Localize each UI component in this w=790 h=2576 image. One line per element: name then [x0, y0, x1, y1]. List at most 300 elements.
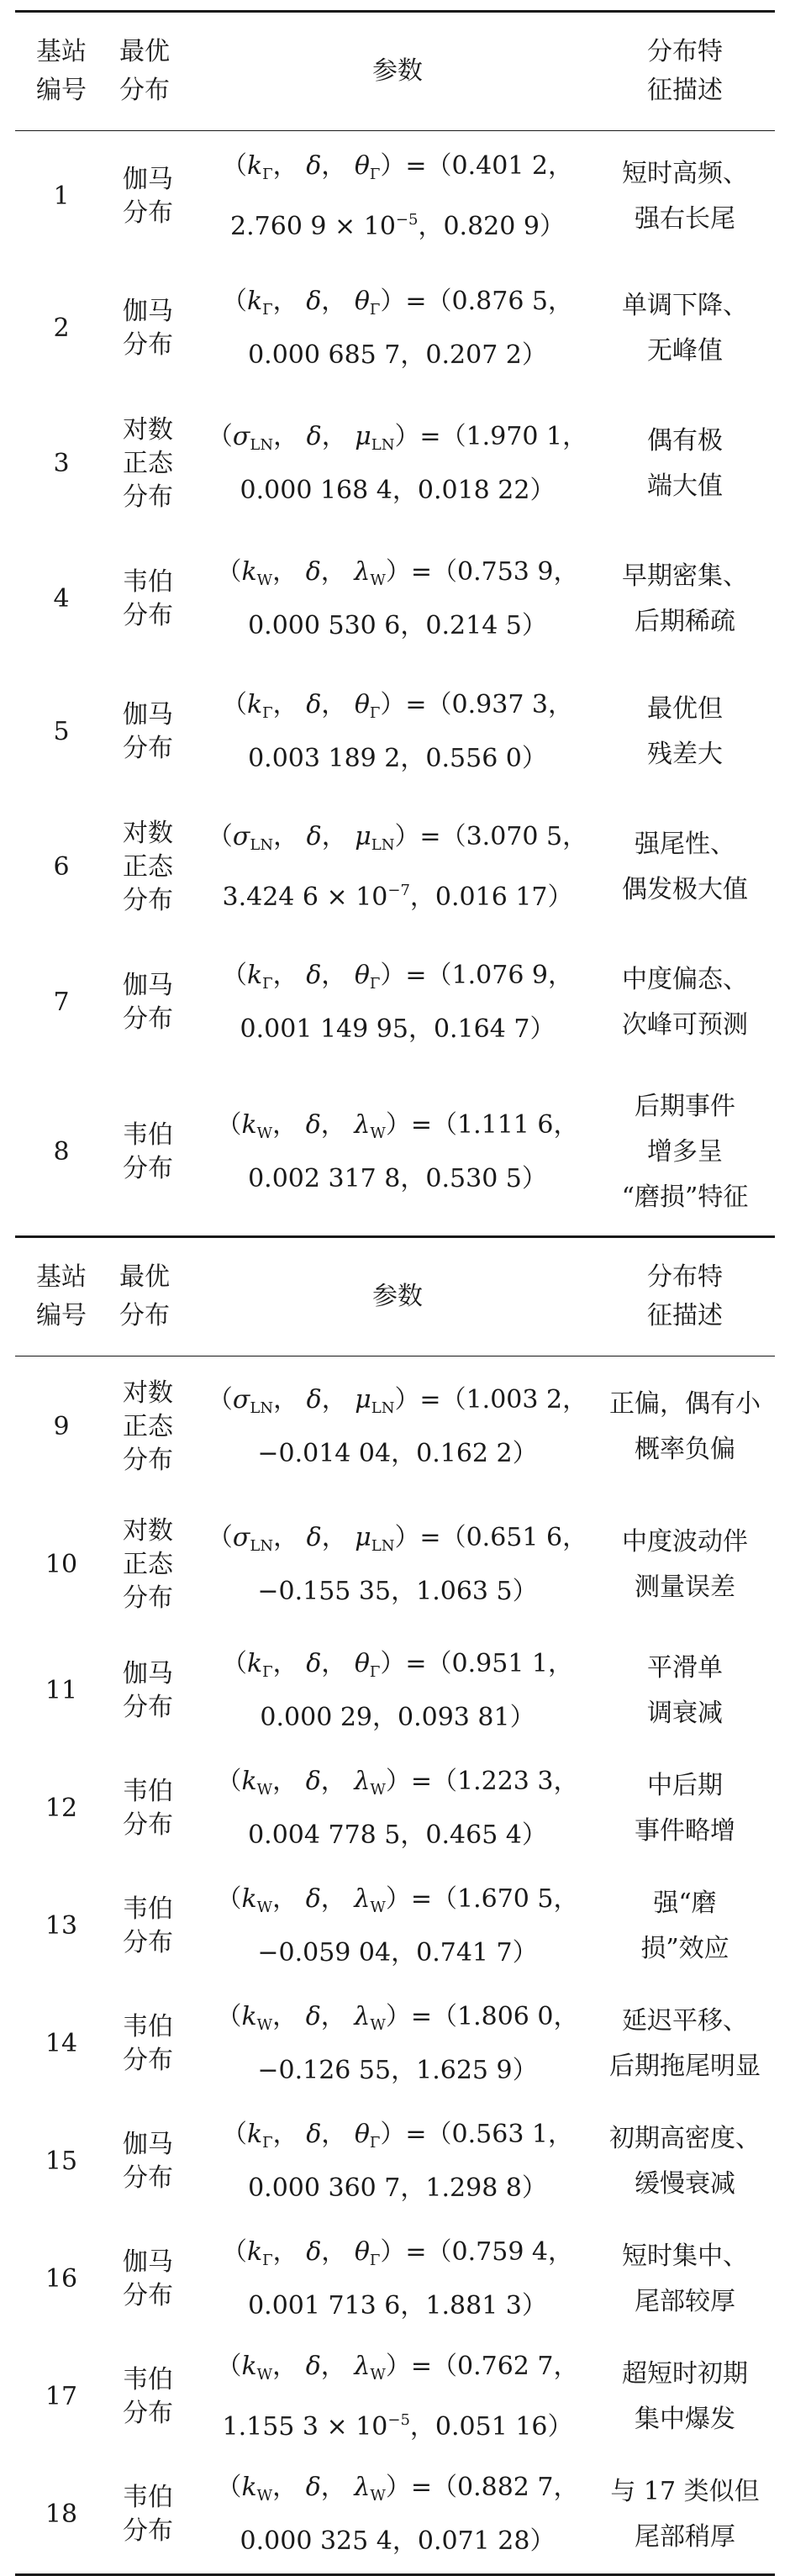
parameter-value-2: −0.126 55: [257, 2056, 392, 2085]
header-param-label: 参数: [372, 1282, 423, 1311]
parameter-symbol: $k_\Gamma$: [246, 2237, 273, 2269]
table-row: [15, 798, 775, 936]
table-row: [15, 1985, 775, 2103]
parameter-value-3: 0.071 28: [417, 2526, 530, 2556]
station-id: [15, 577, 108, 622]
parameters-line-2: 0.000 325 4，0.071 28）: [240, 2526, 556, 2556]
header-dist-line-2: 分布: [119, 76, 170, 105]
parameters-line-2: −0.014 04，0.162 2）: [257, 1439, 538, 1468]
distribution-name-line: 分布: [123, 2516, 173, 2546]
distribution-name-line: 韦伯: [123, 2483, 173, 2512]
parameters: [200, 953, 595, 1052]
parameters-line-1: （$\sigma_{LN}$， δ， $\mu_{LN})=(1.003$ 2，: [207, 1385, 588, 1417]
distribution-description-line: 中后期: [647, 1771, 723, 1800]
station-id-text: 17: [45, 2382, 78, 2411]
distribution-name: [108, 2363, 200, 2431]
parameters-line-2: 0.000 29，0.093 81）: [260, 1703, 535, 1732]
parameter-symbol: δ: [306, 2237, 322, 2267]
parameter-value-1: 1.670 5: [457, 1884, 554, 1914]
header-desc: [595, 1258, 775, 1335]
parameter-value-3: 0.214 5: [425, 611, 522, 640]
distribution-name-line: 伽马: [123, 971, 173, 1000]
parameter-value-1: 0.401 2: [451, 151, 549, 181]
distribution-name: [108, 969, 200, 1036]
parameters-line-2: 3.424 $6 \times 10^{-7}$，0.016 17）: [222, 882, 573, 912]
parameter-value-2: 0.000 685 7: [248, 340, 401, 370]
parameters-line-1: （$k_\Gamma$， δ， $\theta_\Gamma)=(0.876$ 5，: [221, 287, 574, 319]
parameters-line-1: （$k_\Gamma$， δ， $\theta_\Gamma)=(1.076$ 9，: [221, 961, 574, 993]
distribution-name: [108, 2128, 200, 2195]
parameter-value-3: 0.741 7: [416, 1938, 513, 1968]
station-id: [15, 1130, 108, 1175]
parameter-value-1: 1.076 9: [451, 961, 549, 990]
distribution-description-line: 概率负偏: [635, 1435, 735, 1464]
table-row: [15, 395, 775, 533]
distribution-name-line: 分布: [123, 330, 173, 360]
station-id-text: 1: [53, 182, 70, 211]
table-row: [15, 1498, 775, 1632]
table-row: [15, 1356, 775, 1498]
distribution-description-line: 与 17 类似但: [610, 2477, 760, 2506]
parameter-symbol: δ: [306, 961, 322, 990]
station-id: [15, 2257, 108, 2302]
parameter-value-1: 0.651 6: [466, 1523, 563, 1552]
parameter-symbol: δ: [305, 2352, 321, 2381]
distribution-name: [108, 1515, 200, 1615]
distribution-name-line: 分布: [123, 1154, 173, 1183]
distribution-description: [595, 1763, 775, 1854]
distribution-description: [595, 554, 775, 645]
distribution-name-line: 分布: [123, 734, 173, 763]
parameters: [200, 2112, 595, 2211]
distribution-description-line: 后期稀疏: [635, 607, 735, 636]
parameter-symbol: $\theta_\Gamma$: [354, 1649, 381, 1681]
parameter-value-1: 1.806 0: [457, 2002, 554, 2031]
header-param: [200, 1277, 595, 1316]
station-id-text: 6: [53, 852, 70, 882]
parameter-value-2: 0.000 325 4: [240, 2526, 392, 2556]
station-id: [15, 2374, 108, 2420]
header-desc: [595, 33, 775, 110]
distribution-name-line: 伽马: [123, 2130, 173, 2159]
parameters-line-2: 0.004 778 5，0.465 4）: [248, 1820, 547, 1850]
distribution-description-line: 偶发极大值: [622, 875, 748, 904]
distribution-description-line: 中度波动伴: [622, 1527, 748, 1557]
distribution-description-line: 后期拖尾明显: [609, 2052, 761, 2081]
distribution-description-line: 强尾性、: [635, 830, 735, 859]
parameters-line-1: （$k_W$， δ， $\lambda_W)=(1.111$ 6，: [216, 1110, 579, 1142]
distribution-description-line: 早期密集、: [622, 561, 748, 591]
parameter-value-1: 0.937 3: [451, 690, 549, 719]
parameter-value-3: 0.016 17: [434, 882, 548, 912]
station-id: [15, 1542, 108, 1588]
distribution-name-line: 伽马: [123, 700, 173, 730]
parameters-line-2: −0.155 35，1.063 5）: [257, 1577, 538, 1606]
distribution-description: [595, 2352, 775, 2442]
parameter-value-2: 0.001 149 95: [240, 1014, 408, 1044]
header-dist: [108, 33, 200, 110]
parameter-symbol: δ: [305, 1767, 321, 1796]
station-id-text: 12: [45, 1794, 78, 1823]
station-id: [15, 174, 108, 219]
parameter-symbol: $\lambda_W$: [354, 1884, 386, 1916]
parameter-value-3: 0.018 22: [417, 476, 530, 505]
header-desc-line-1: 分布特: [647, 37, 723, 66]
parameter-value-1: 1.111 6: [457, 1110, 554, 1140]
station-id: [15, 441, 108, 487]
parameter-value-2: 0.000 530 6: [248, 611, 401, 640]
station-id: [15, 1786, 108, 1831]
parameters-line-1: （$k_\Gamma$， δ， $\theta_\Gamma)=(0.951$ 1，: [221, 1649, 574, 1681]
distribution-description: [595, 2469, 775, 2560]
parameter-value-2: −0.059 04: [257, 1938, 392, 1968]
parameters: [200, 2230, 595, 2329]
station-id-text: 9: [53, 1412, 70, 1441]
station-id-text: 15: [45, 2147, 78, 2176]
parameter-symbol: $k_W$: [241, 2473, 273, 2505]
distribution-description: [595, 822, 775, 913]
header-param: [200, 52, 595, 91]
parameter-symbol: $k_W$: [241, 1884, 273, 1916]
distribution-name: [108, 1119, 200, 1186]
distribution-description-line: 正偏，偶有小: [609, 1389, 761, 1419]
parameter-symbol: $k_\Gamma$: [246, 690, 273, 722]
parameter-value-2: 0.000 360 7: [248, 2173, 401, 2203]
parameters: [200, 2344, 595, 2450]
parameter-value-1: 1.223 3: [457, 1767, 554, 1796]
table-row: [15, 1069, 775, 1235]
parameter-symbol: $k_W$: [241, 1110, 273, 1142]
parameters: [200, 814, 595, 920]
distribution-name-line: 分布: [123, 1810, 173, 1840]
distribution-description-line: 初期高密度、: [609, 2124, 761, 2153]
header-desc-line-2: 征描述: [647, 1301, 723, 1330]
station-id-text: 11: [45, 1676, 78, 1705]
distribution-name-line: 分布: [123, 886, 173, 915]
parameter-value-2: 0.001 713 6: [248, 2291, 401, 2321]
parameters-line-1: （$\sigma_{LN}$， δ， $\mu_{LN})=(0.651$ 6，: [207, 1523, 588, 1555]
parameter-symbol: $k_W$: [241, 557, 273, 589]
distribution-description: [595, 1520, 775, 1610]
parameters-line-2: 0.000 168 4，0.018 22）: [240, 476, 556, 505]
parameters: [200, 1103, 595, 1202]
station-id: [15, 845, 108, 890]
header-row: [15, 13, 775, 130]
parameter-symbol: $\lambda_W$: [354, 1110, 386, 1142]
header-station: [15, 1258, 108, 1335]
distribution-description: [595, 419, 775, 509]
station-id-text: 14: [45, 2029, 78, 2058]
distribution-name-line: 韦伯: [123, 1894, 173, 1924]
distribution-name-line: 分布: [123, 1004, 173, 1034]
station-id-text: 18: [45, 2500, 78, 2529]
distribution-name-line: 分布: [123, 2399, 173, 2428]
distribution-description-line: 单调下降、: [622, 291, 748, 320]
parameter-value-2: 0.002 317 8: [248, 1164, 401, 1193]
distribution-description-line: 端大值: [647, 471, 723, 501]
station-id-text: 8: [53, 1137, 70, 1167]
distribution-description: [595, 687, 775, 777]
parameter-symbol: δ: [305, 557, 321, 587]
station-id: [15, 2492, 108, 2537]
table-row: [15, 1867, 775, 1985]
table-row: [15, 1632, 775, 1750]
station-id-text: 13: [45, 1911, 78, 1941]
distribution-name-line: 分布: [123, 601, 173, 630]
parameter-symbol: $\theta_\Gamma$: [354, 690, 381, 722]
parameter-value-3: 0.530 5: [425, 1164, 522, 1193]
parameters: [200, 682, 595, 782]
parameter-value-1: 3.070 5: [466, 822, 563, 851]
parameters-line-2: 0.001 149 95，0.164 7）: [240, 1014, 556, 1044]
parameter-symbol: $\theta_\Gamma$: [354, 287, 381, 319]
distribution-description-line: “磨损”特征: [621, 1183, 749, 1212]
distribution-description-line: 残差大: [647, 740, 723, 769]
parameter-value-2: 0.003 189 2: [248, 744, 401, 773]
parameters-line-1: （$k_\Gamma$， δ， $\theta_\Gamma)=(0.401$ 2，: [221, 151, 574, 183]
distribution-description: [595, 1999, 775, 2089]
parameter-symbol: $\lambda_W$: [354, 2473, 386, 2505]
distribution-description: [595, 2116, 775, 2207]
distribution-description-line: 无峰值: [647, 336, 723, 366]
distribution-description-line: 短时集中、: [622, 2241, 748, 2271]
parameters: [200, 1759, 595, 1858]
parameter-value-2: −0.014 04: [257, 1439, 392, 1468]
parameter-symbol: $k_\Gamma$: [246, 1649, 273, 1681]
parameter-symbol: $\lambda_W$: [354, 2002, 386, 2034]
parameter-symbol: $\sigma_{LN}$: [232, 1523, 274, 1555]
distribution-description-line: 最优但: [647, 694, 723, 724]
parameter-symbol: $\mu_{LN}$: [355, 1385, 395, 1417]
header-dist-line-2: 分布: [119, 1301, 170, 1330]
table-row: [15, 2456, 775, 2573]
distribution-description-line: 调衰减: [647, 1699, 723, 1728]
parameter-symbol: $k_\Gamma$: [246, 961, 273, 993]
distribution-description: [595, 1084, 775, 1220]
distribution-name-line: 对数: [123, 415, 173, 445]
parameter-value-2: −0.155 35: [257, 1577, 392, 1606]
station-id-text: 4: [53, 584, 70, 614]
parameters-line-1: （$k_W$， δ， $\lambda_W)=(0.882$ 7，: [216, 2473, 579, 2505]
parameters-line-1: （$k_W$， δ， $\lambda_W)=(0.753$ 9，: [216, 557, 579, 589]
parameter-value-2: 0.004 778 5: [248, 1820, 401, 1850]
table-row: [15, 2103, 775, 2220]
parameter-symbol: δ: [305, 2473, 321, 2502]
parameters: [200, 144, 595, 250]
parameter-value-1: 1.003 2: [466, 1385, 563, 1414]
parameter-symbol: $\theta_\Gamma$: [354, 151, 381, 183]
distribution-name-line: 韦伯: [123, 567, 173, 597]
header-station-line-2: 编号: [36, 1301, 87, 1330]
table-row: [15, 533, 775, 666]
parameter-symbol: $\theta_\Gamma$: [354, 2120, 381, 2152]
parameter-symbol: $\sigma_{LN}$: [232, 822, 274, 854]
distribution-name-line: 分布: [123, 1583, 173, 1613]
distribution-name-line: 分布: [123, 2281, 173, 2310]
parameters: [200, 279, 595, 378]
header-desc-line-2: 征描述: [647, 76, 723, 105]
parameter-value-2-exponent: −7: [387, 882, 410, 899]
parameters-line-2: 0.000 685 7，0.207 2）: [248, 340, 547, 370]
distribution-name-line: 韦伯: [123, 1777, 173, 1806]
parameter-symbol: $\theta_\Gamma$: [354, 961, 381, 993]
parameter-symbol: $\lambda_W$: [354, 2352, 386, 2384]
distribution-name: [108, 2481, 200, 2548]
distribution-name: [108, 566, 200, 633]
distribution-description-line: 中度偏态、: [622, 965, 748, 994]
distribution-name-line: 对数: [123, 1516, 173, 1546]
parameter-value-3: 0.093 81: [398, 1703, 510, 1732]
parameters-line-2: 0.000 360 7，1.298 8）: [248, 2173, 547, 2203]
parameter-symbol: δ: [306, 1385, 322, 1414]
distribution-name: [108, 1657, 200, 1725]
distribution-name: [108, 1893, 200, 1960]
distribution-name-line: 分布: [123, 198, 173, 228]
station-id: [15, 1904, 108, 1949]
parameter-symbol: $k_W$: [241, 1767, 273, 1799]
distribution-description: [595, 151, 775, 242]
table-row: [15, 936, 775, 1069]
header-dist: [108, 1258, 200, 1335]
parameter-value-2: 3.424 6 × 10: [222, 882, 388, 912]
parameters: [200, 550, 595, 649]
distribution-name-line: 对数: [123, 819, 173, 848]
parameter-symbol: δ: [306, 1523, 322, 1552]
parameters: [200, 2465, 595, 2564]
table-row: [15, 262, 775, 395]
parameter-symbol: $k_W$: [241, 2002, 273, 2034]
distribution-description-line: 增多呈: [647, 1137, 723, 1167]
table-section-2: [15, 1238, 775, 2573]
distribution-name-line: 分布: [123, 2163, 173, 2193]
distribution-name-line: 伽马: [123, 297, 173, 326]
parameter-value-1: 1.970 1: [466, 422, 563, 451]
parameters: [200, 1994, 595, 2094]
parameter-symbol: $k_\Gamma$: [246, 287, 273, 319]
station-id: [15, 2021, 108, 2067]
table-section-1: [15, 13, 775, 1235]
distribution-description: [595, 1646, 775, 1736]
parameter-value-3: 0.465 4: [425, 1820, 522, 1850]
parameter-value-3: 0.051 16: [434, 2412, 548, 2442]
station-id-text: 16: [45, 2264, 78, 2294]
distribution-description-line: 事件略增: [635, 1816, 735, 1846]
header-desc-line-1: 分布特: [647, 1262, 723, 1292]
distribution-name-line: 正态: [123, 449, 173, 478]
distribution-description-line: 缓慢衰减: [635, 2169, 735, 2199]
parameters-line-1: （$k_\Gamma$， δ， $\theta_\Gamma)=(0.937$ 3，: [221, 690, 574, 722]
distribution-name-line: 分布: [123, 482, 173, 512]
distribution-description-line: 后期事件: [635, 1092, 735, 1121]
distribution-description-line: 短时高频、: [622, 159, 748, 188]
parameter-value-3: 0.164 7: [433, 1014, 530, 1044]
station-id: [15, 306, 108, 351]
distribution-name: [108, 2246, 200, 2313]
parameters-line-2: −0.059 04，0.741 7）: [257, 1938, 538, 1968]
parameter-symbol: δ: [306, 422, 322, 451]
parameter-symbol: $\sigma_{LN}$: [232, 422, 274, 454]
distribution-description: [595, 1382, 775, 1472]
distribution-description: [595, 2234, 775, 2325]
distribution-description: [595, 283, 775, 374]
station-id-text: 7: [53, 988, 70, 1017]
distribution-description-line: 平滑单: [647, 1653, 723, 1683]
header-dist-line-1: 最优: [119, 37, 170, 66]
distribution-name: [108, 817, 200, 918]
parameter-value-3: 1.881 3: [425, 2291, 522, 2321]
header-param-label: 参数: [372, 56, 423, 86]
table-row: [15, 1750, 775, 1867]
parameter-symbol: $\mu_{LN}$: [355, 422, 395, 454]
distribution-name-line: 伽马: [123, 2247, 173, 2277]
parameters: [200, 1515, 595, 1615]
parameters-line-1: （$k_W$， δ， $\lambda_W)=(1.670$ 5，: [216, 1884, 579, 1916]
parameter-value-3: 0.207 2: [425, 340, 522, 370]
parameters-line-2: 2.760 $9 \times 10^{-5}$，0.820 9）: [230, 211, 565, 241]
parameters-line-1: （$k_\Gamma$， δ， $\theta_\Gamma)=(0.563$ 1，: [221, 2120, 574, 2152]
header-row: [15, 1238, 775, 1356]
station-id: [15, 1668, 108, 1714]
header-station-line-1: 基站: [36, 1262, 87, 1292]
distribution-description: [595, 957, 775, 1048]
parameter-value-3: 1.063 5: [416, 1577, 513, 1606]
distribution-name: [108, 2010, 200, 2078]
distribution-name-line: 韦伯: [123, 2365, 173, 2394]
header-dist-line-1: 最优: [119, 1262, 170, 1292]
distribution-description-line: 尾部稍厚: [635, 2522, 735, 2552]
distribution-name-line: 正态: [123, 1550, 173, 1579]
parameter-symbol: δ: [306, 287, 322, 316]
table-row: [15, 2338, 775, 2456]
distribution-description-line: 集中爆发: [635, 2405, 735, 2434]
station-id: [15, 1404, 108, 1450]
distribution-name-line: 分布: [123, 1693, 173, 1722]
parameter-value-1: 0.753 9: [457, 557, 554, 587]
parameter-value-3: 1.625 9: [416, 2056, 513, 2085]
parameters-line-2: 1.155 $3 \times 10^{-5}$，0.051 16）: [222, 2411, 573, 2442]
parameter-value-2-exponent: −5: [387, 2411, 410, 2429]
table-row: [15, 2220, 775, 2338]
parameter-value-2: 2.760 9 × 10: [230, 212, 396, 241]
parameter-value-3: 0.162 2: [416, 1439, 513, 1468]
distribution-name-line: 韦伯: [123, 2012, 173, 2041]
parameter-symbol: δ: [305, 2002, 321, 2031]
parameters: [200, 414, 595, 514]
parameter-value-2-exponent: −5: [395, 211, 419, 229]
parameter-symbol: $\sigma_{LN}$: [232, 1385, 274, 1417]
parameters-line-1: （$k_\Gamma$， δ， $\theta_\Gamma)=(0.759$ 4，: [221, 2237, 574, 2269]
parameters: [200, 1641, 595, 1741]
parameter-value-1: 0.563 1: [451, 2120, 549, 2149]
distribution-name-line: 韦伯: [123, 1120, 173, 1150]
distribution-description-line: 次峰可预测: [622, 1010, 748, 1040]
distribution-description-line: 损”效应: [640, 1934, 729, 1963]
distribution-name: [108, 1775, 200, 1842]
distribution-description-line: 偶有极: [647, 426, 723, 456]
station-id: [15, 980, 108, 1025]
table-row: [15, 131, 775, 262]
distribution-name-line: 对数: [123, 1378, 173, 1408]
distribution-description-line: 超短时初期: [622, 2359, 748, 2389]
parameter-symbol: $k_\Gamma$: [246, 2120, 273, 2152]
parameter-value-1: 0.882 7: [457, 2473, 554, 2502]
distribution-name-line: 正态: [123, 852, 173, 882]
header-station-line-2: 编号: [36, 76, 87, 105]
table-row: [15, 666, 775, 798]
distribution-name-line: 正态: [123, 1412, 173, 1441]
parameter-symbol: $\theta_\Gamma$: [354, 2237, 381, 2269]
station-id-text: 10: [45, 1550, 78, 1579]
